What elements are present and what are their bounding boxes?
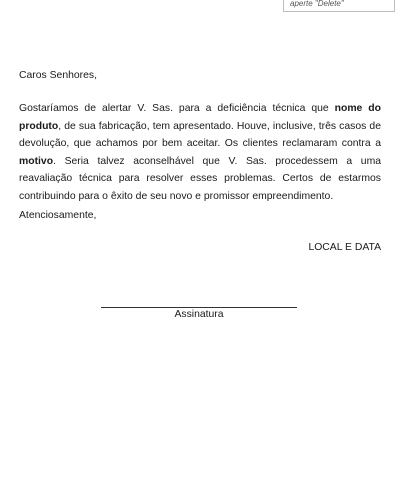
reason-placeholder: motivo xyxy=(19,155,54,167)
salutation: Caros Senhores, xyxy=(19,70,97,81)
place-and-date: LOCAL E DATA xyxy=(308,242,381,253)
instruction-note-text: aperte "Delete" xyxy=(290,0,344,8)
closing: Atenciosamente, xyxy=(19,210,97,221)
body-text-part3: . Seria talvez aconselhável que V. Sas. procedessem a uma reavaliação técnica para resolver esses problemas. Certos de estarmos contribuindo para o êxito de seu novo e promissor empreendimento. xyxy=(19,155,381,202)
body-text-part2: , de sua fabricação, tem apresentado. Houve, inclusive, três casos de devolução, que achamos por bem aceitar. Os clientes reclamaram contra a xyxy=(19,120,381,150)
body-text-part1: Gostaríamos de alertar V. Sas. para a deficiência técnica que xyxy=(19,103,335,114)
product-name-placeholder: nome do produto xyxy=(19,103,381,132)
signature-label: Assinatura xyxy=(174,309,224,320)
body-paragraph xyxy=(19,100,381,206)
instruction-note xyxy=(283,0,395,12)
